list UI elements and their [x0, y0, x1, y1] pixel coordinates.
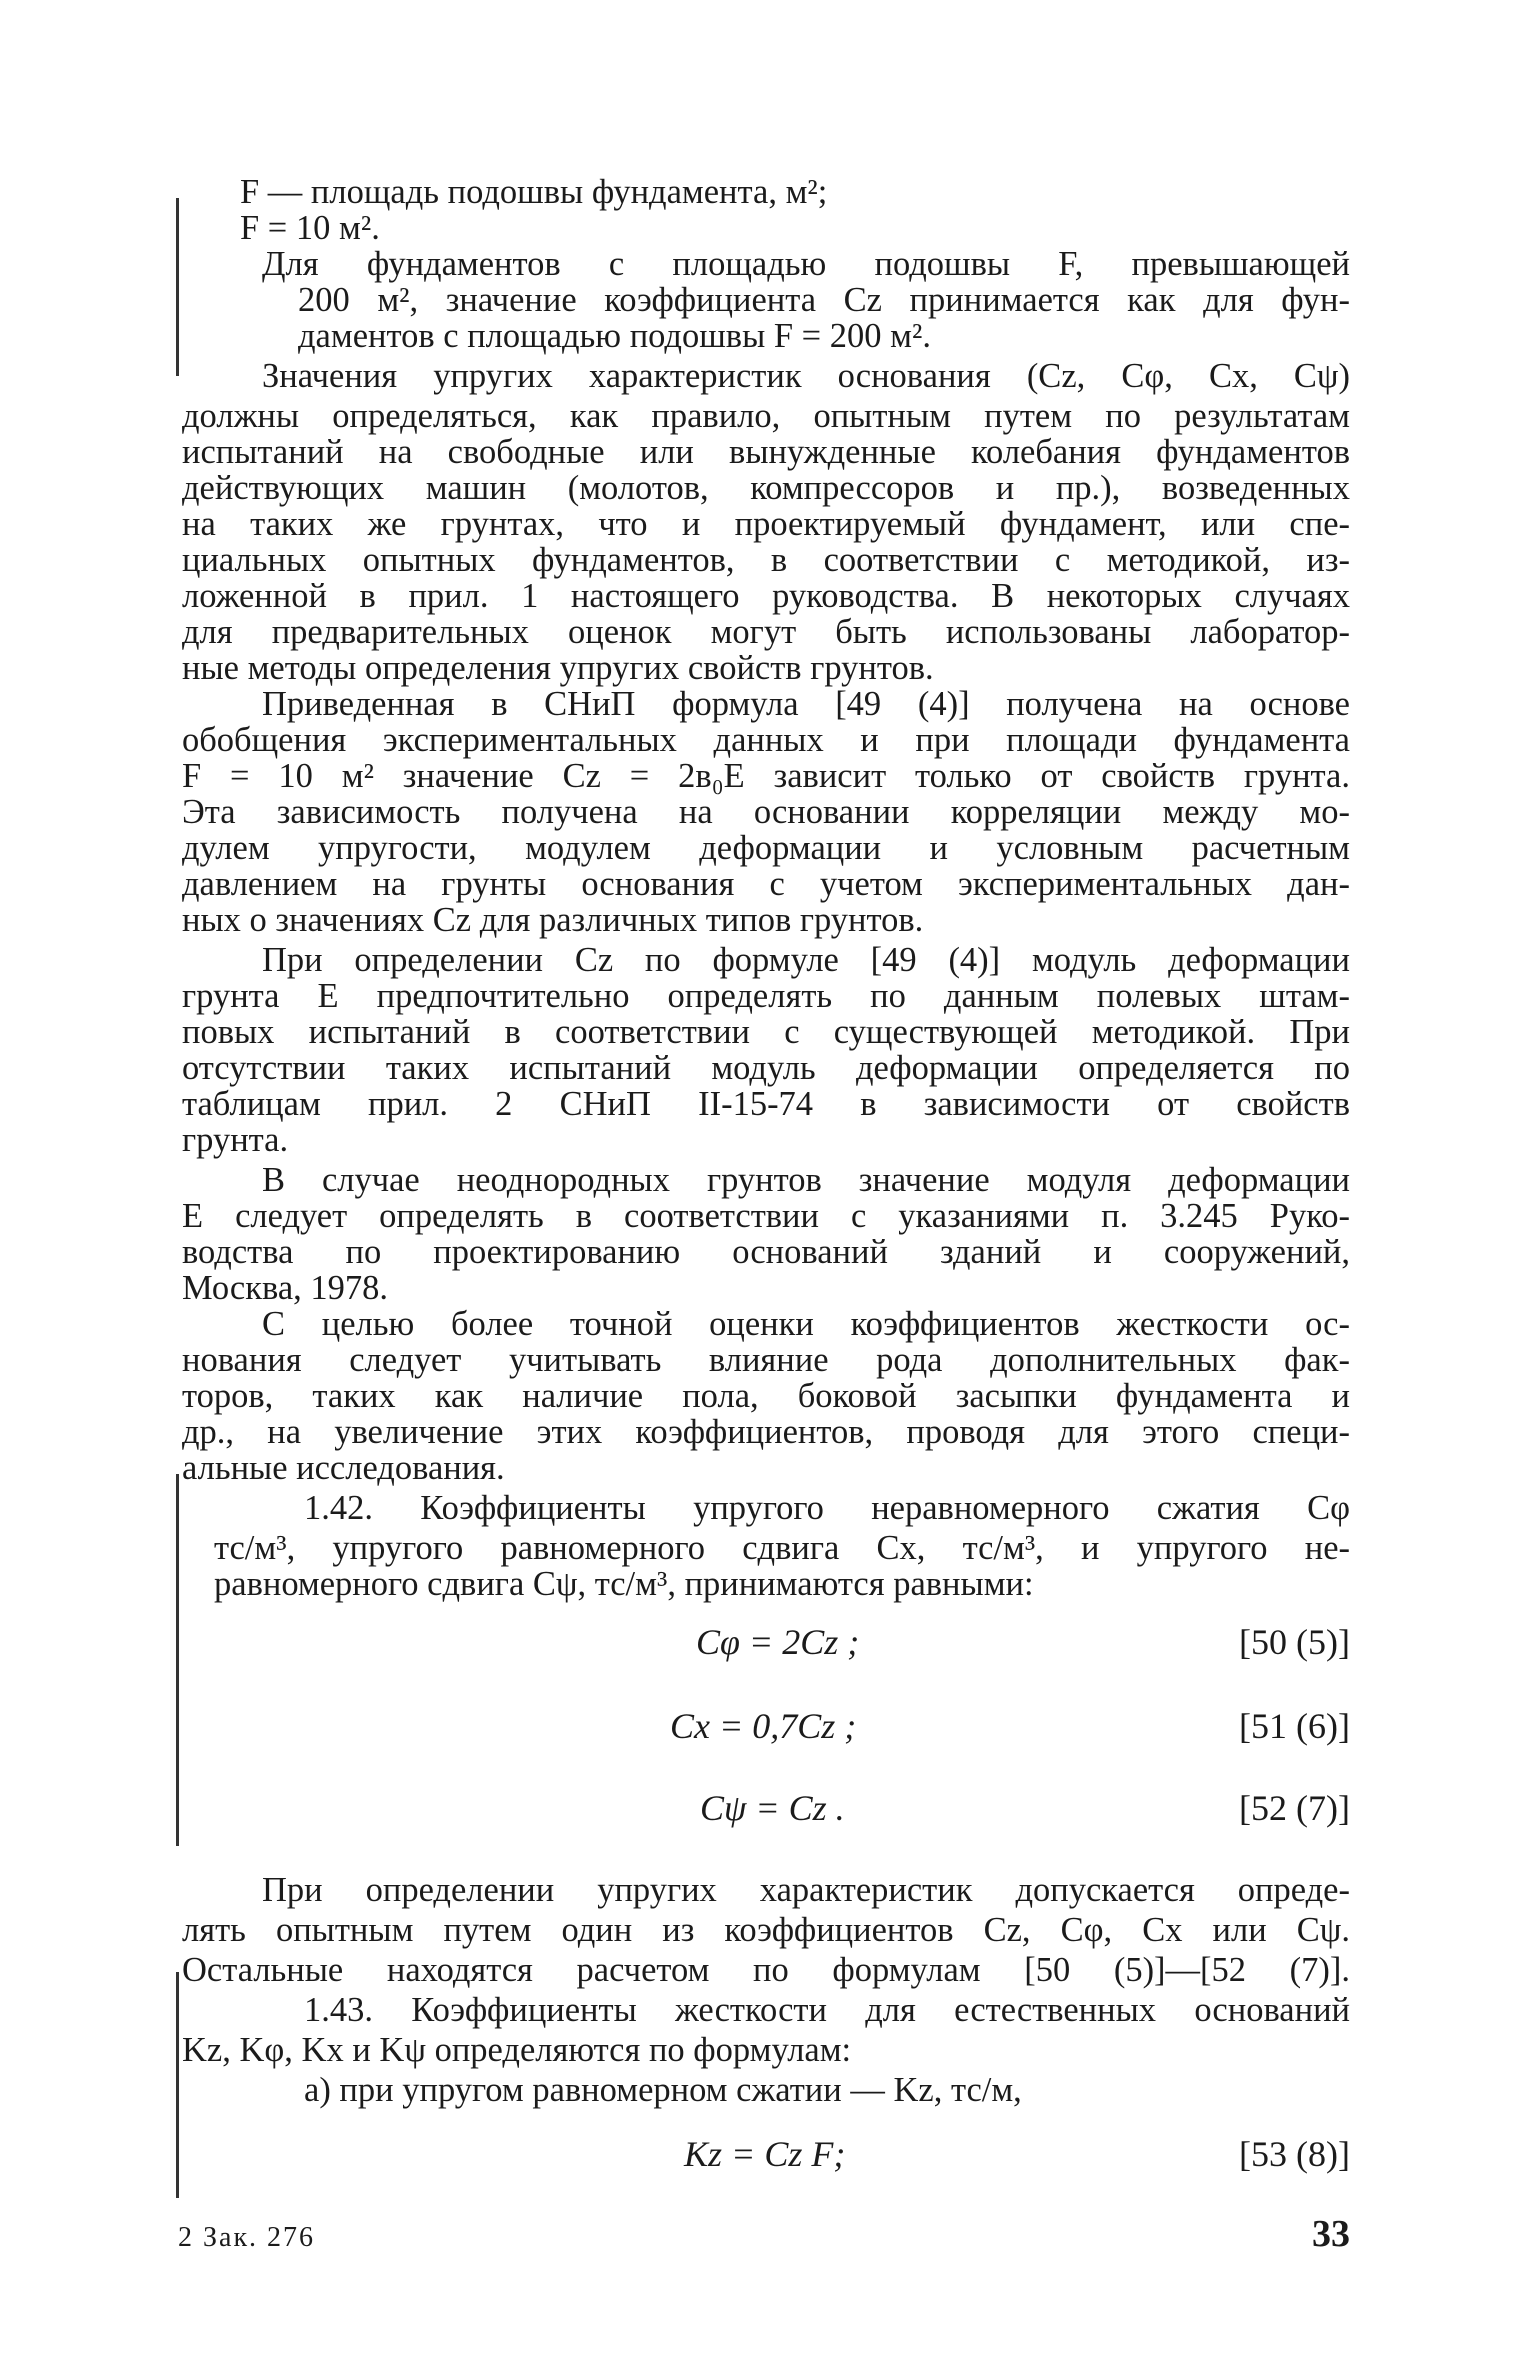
text-line: давлением на грунты основания с учетом экспериментальных дан- — [182, 865, 1350, 903]
text-line: испытаний на свободные или вынужденные колебания фундаментов — [182, 433, 1350, 471]
text-line: грунта E предпочтительно определять по данным полевых штам- — [182, 977, 1350, 1015]
text-line: должны определяться, как правило, опытным путем по результатам — [182, 397, 1350, 435]
equation-number: [53 (8)] — [1239, 2134, 1350, 2174]
text-line: F = 10 м². — [240, 209, 380, 247]
text-line: действующих машин (молотов, компрессоров и пр.), возведенных — [182, 469, 1350, 507]
text-line: нования следует учитывать влияние рода дополнительных фак- — [182, 1341, 1350, 1379]
equation-number: [51 (6)] — [1239, 1706, 1350, 1746]
text-line: дулем упругости, модулем деформации и условным расчетным — [182, 829, 1350, 867]
text-line: 200 м², значение коэффициента Cz принимается как для фун- — [298, 281, 1350, 319]
text-line: В случае неоднородных грунтов значение модуля деформации — [262, 1161, 1350, 1199]
text-line: Остальные находятся расчетом по формулам [50 (5)]—[52 (7)]. — [182, 1951, 1350, 1989]
text-line: ложенной в прил. 1 настоящего руководства. В некоторых случаях — [182, 577, 1350, 615]
text-line: таблицам прил. 2 СНиП II-15-74 в зависимости от свойств — [182, 1085, 1350, 1123]
text-line: Эта зависимость получена на основании корреляции между мо- — [182, 793, 1350, 831]
text-line: При определении упругих характеристик допускается опреде- — [262, 1871, 1350, 1909]
text-line: Для фундаментов с площадью подошвы F, превышающей — [262, 245, 1350, 283]
formula: Cφ = 2Cz ; — [696, 1622, 860, 1662]
text-line: F — площадь подошвы фундамента, м²; — [240, 173, 828, 211]
text-line: на таких же грунтах, что и проектируемый фундамент, или спе- — [182, 505, 1350, 543]
page-number: 33 — [1312, 2213, 1350, 2255]
text-line: E следует определять в соответствии с указаниями п. 3.245 Руко- — [182, 1197, 1350, 1235]
text-line: Значения упругих характеристик основания (Cz, Cφ, Cx, Cψ) — [262, 357, 1350, 395]
text-line: альные исследования. — [182, 1449, 505, 1487]
text-line: а) при упругом равномерном сжатии — Kz, тс/м, — [304, 2071, 1022, 2109]
text-line: повых испытаний в соответствии с существующей методикой. При — [182, 1013, 1350, 1051]
equation-number: [52 (7)] — [1239, 1788, 1350, 1828]
text-line: Приведенная в СНиП формула [49 (4)] получена на основе — [262, 685, 1350, 723]
formula: Cx = 0,7Cz ; — [670, 1706, 857, 1746]
text-line: равномерного сдвига Cψ, тс/м³, принимаются равными: — [214, 1565, 1034, 1603]
text-line: ные методы определения упругих свойств грунтов. — [182, 649, 934, 687]
text-line: тс/м³, упругого равномерного сдвига Cx, тс/м³, и упругого не- — [214, 1529, 1350, 1567]
text-line: При определении Cz по формуле [49 (4)] модуль деформации — [262, 941, 1350, 979]
margin-bar — [176, 1972, 179, 2198]
text-line: отсутствии таких испытаний модуль деформации определяется по — [182, 1049, 1350, 1087]
equation-number: [50 (5)] — [1239, 1622, 1350, 1662]
text-line: др., на увеличение этих коэффициентов, проводя для этого специ- — [182, 1413, 1350, 1451]
formula: Kz = Cz F; — [684, 2134, 846, 2174]
formula: Cψ = Cz . — [700, 1788, 845, 1828]
text-line: ных о значениях Cz для различных типов грунтов. — [182, 901, 924, 939]
text-line: Москва, 1978. — [182, 1269, 389, 1307]
text-line: грунта. — [182, 1121, 289, 1159]
text-line: водства по проектированию оснований зданий и сооружений, — [182, 1233, 1350, 1271]
text-line: даментов с площадью подошвы F = 200 м². — [298, 317, 931, 355]
section-heading-1-42: 1.42. Коэффициенты упругого неравномерного сжатия Cφ — [304, 1489, 1350, 1527]
printer-mark: 2 Зак. 276 — [178, 2222, 316, 2253]
text-line: Kz, Kφ, Kx и Kψ определяются по формулам: — [182, 2031, 852, 2069]
text-line: циальных опытных фундаментов, в соответствии с методикой, из- — [182, 541, 1350, 579]
text-line: торов, таких как наличие пола, боковой засыпки фундамента и — [182, 1377, 1350, 1415]
text-line: лять опытным путем один из коэффициентов Cz, Cφ, Cx или Cψ. — [182, 1911, 1350, 1949]
text-line: для предварительных оценок могут быть использованы лаборатор- — [182, 613, 1350, 651]
text-line: обобщения экспериментальных данных и при площади фундамента — [182, 721, 1350, 759]
margin-bar — [176, 1474, 179, 1846]
section-heading-1-43: 1.43. Коэффициенты жесткости для естественных оснований — [304, 1991, 1350, 2029]
text-line: F = 10 м² значение Cz = 2в₀E зависит только от свойств грунта. — [182, 757, 1350, 795]
margin-bar — [176, 198, 179, 376]
text-line: С целью более точной оценки коэффициентов жесткости ос- — [262, 1305, 1350, 1343]
